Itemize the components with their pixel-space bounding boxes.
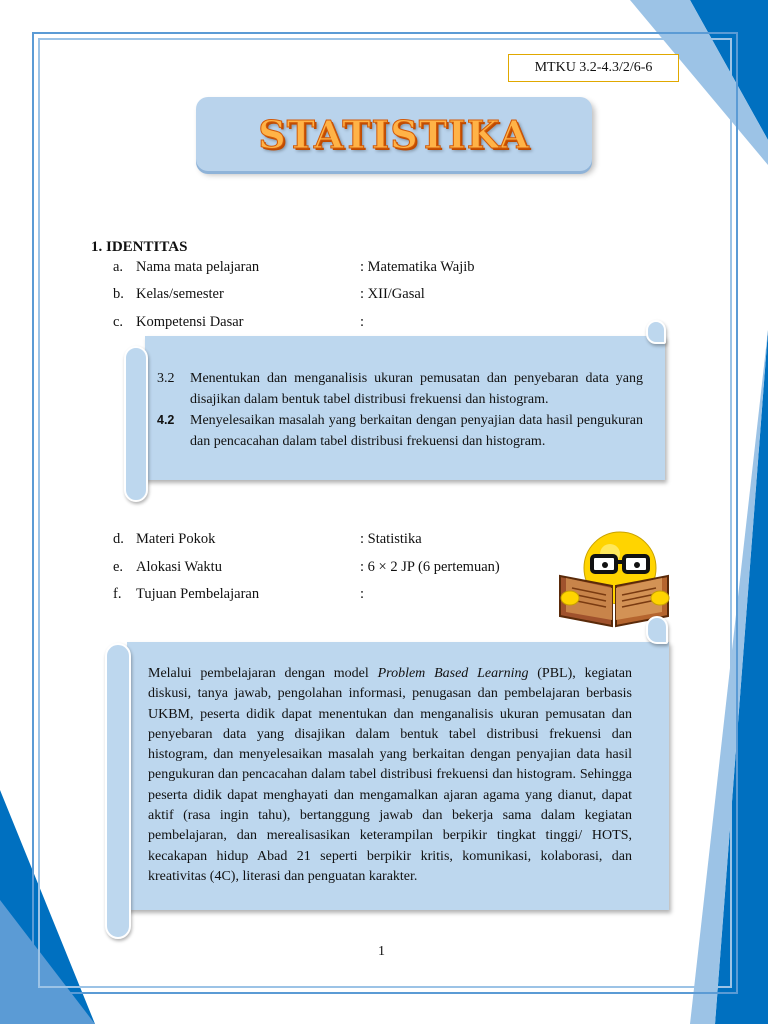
- page-title: STATISTIKA: [258, 111, 530, 157]
- row-value: :: [360, 314, 365, 330]
- scroll-curl-top: [646, 320, 666, 344]
- smiley-reading-book-icon: [552, 528, 678, 628]
- row-value: : 6 × 2 JP (6 pertemuan): [360, 559, 500, 575]
- row-value: : XII/Gasal: [360, 286, 425, 302]
- competency-number: 4.2: [157, 413, 175, 427]
- row-value: : Statistika: [360, 531, 422, 547]
- objective-model-name: Problem Based Learning: [377, 666, 529, 681]
- row-value: : Matematika Wajib: [360, 259, 475, 275]
- scroll-curl-left: [105, 643, 131, 939]
- objective-paragraph: [148, 664, 632, 887]
- competency-list: [157, 368, 643, 452]
- row-letter: c.: [113, 314, 124, 330]
- row-label: Tujuan Pembelajaran: [136, 586, 260, 602]
- row-label: Nama mata pelajaran: [136, 259, 260, 275]
- competency-text: Menyelesaikan masalah yang berkaitan dengan penyajian data hasil pengukuran dan pencacahan dalam tabel distribusi frekuensi dan histogram.: [190, 413, 643, 449]
- competency-text: Menentukan dan menganalisis ukuran pemusatan dan penyebaran data yang disajikan dalam bentuk tabel distribusi frekuensi dan histogram.: [190, 371, 643, 407]
- row-label: Materi Pokok: [136, 531, 216, 547]
- title-banner: [196, 97, 592, 171]
- scroll-curl-top: [646, 616, 668, 644]
- competency-item: [157, 368, 643, 410]
- scroll-curl-left: [124, 346, 148, 502]
- row-letter: f.: [113, 586, 122, 602]
- competency-number: 3.2: [157, 371, 175, 386]
- document-code-box: MTKU 3.2-4.3/2/6-6: [508, 54, 679, 82]
- competency-item: [157, 410, 643, 452]
- objective-text-rest: (PBL), kegiatan diskusi, tanya jawab, pengolahan informasi, penugasan dan pembelajaran berbasis UKBM, peserta didik dapat menentukan dan menganalisis ukuran pemusatan dan penyebaran data yang disajikan dalam bentuk tabel distribusi frekuensi dan histogram, dan menyelesaikan masalah yang berkaitan dengan penyajian data hasil pengukuran dan pencacahan dalam tabel distribusi frekuensi dan histogram. Sehingga peserta didik dapat menghayati dan mengamalkan ajaran agama yang dianut, dapat aktif (rasa ingin tahu), bertanggung jawab dan bekerja sama dalam kegiatan pembelajaran, dan merealisasikan keterampilan berpikir tingkat tinggi/ HOTS, kecakapan hidup Abad 21 seperti berpikir kritis, komunikasi, kolaborasi, dan kreativitas (4C), literasi dan penguatan karakter.: [148, 666, 632, 884]
- row-label: Alokasi Waktu: [136, 559, 222, 575]
- row-label: Kelas/semester: [136, 286, 224, 302]
- section-heading-identitas: 1. IDENTITAS: [91, 239, 188, 255]
- row-value: :: [360, 586, 365, 602]
- row-letter: d.: [113, 531, 124, 547]
- row-letter: e.: [113, 559, 124, 575]
- row-letter: b.: [113, 286, 124, 302]
- objective-text-start: Melalui pembelajaran dengan model: [148, 666, 378, 681]
- row-label: Kompetensi Dasar: [136, 314, 244, 330]
- page-number: 1: [378, 944, 385, 959]
- row-letter: a.: [113, 259, 124, 275]
